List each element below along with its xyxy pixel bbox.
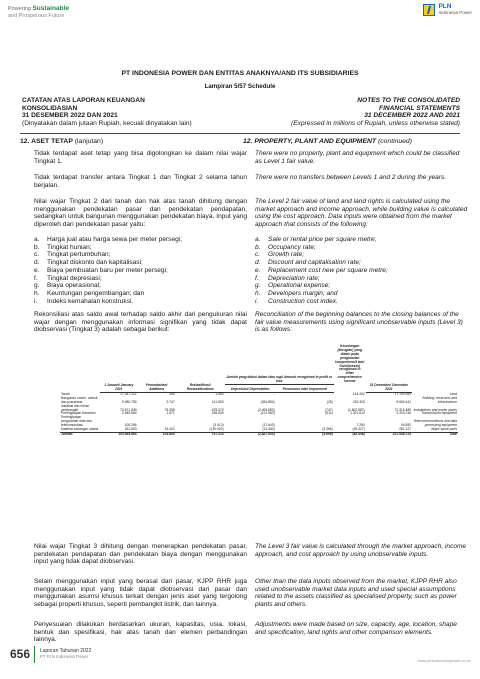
header-divider — [20, 133, 460, 134]
schedule-label: Lampiran 5/57 Schedule — [204, 83, 276, 90]
table-cell: 315.303 — [352, 399, 365, 404]
list-item: i. Construction cost index. — [255, 297, 338, 305]
table-cell: Material cadangan utama — [61, 427, 99, 432]
table-cell: 4.303.216 — [396, 411, 411, 416]
pln-logo: PLN Indonesia Power — [423, 4, 472, 16]
table-cell: 144.402 — [352, 391, 365, 396]
table-cell: 2.945.884 — [121, 411, 137, 416]
table-cell: (62.446) — [334, 432, 366, 436]
paragraph-1-id: Tidak terdapat aset tetap yang bisa digolongkan ke dalam nilai wajar Tingkat 1. — [34, 150, 247, 165]
table-cell: (2.409.583) — [257, 407, 275, 412]
footer-url: www.plnindonesiapower.co.id — [417, 658, 470, 663]
reconciliation-table — [60, 345, 458, 437]
table-cell: (17.643) — [262, 423, 275, 428]
header-left: CATATAN ATAS LAPORAN KEUANGAN KONSOLIDASIAN 31 DESEMBER 2022 DAN 2021 (Dinyatakan dalam jutaan Rupiah, kecuali dinyatakan lain) — [22, 97, 192, 127]
paragraph-4-en: Reconciliation of the beginning balances to the closing balances of the fair value measurements using significant unobservable inputs (Level 3) is as follows: — [255, 311, 463, 334]
table-cell: (911) — [325, 411, 333, 416]
list-item: b. Tingkat hunian; — [34, 243, 92, 251]
footer-title: Laporan Tahunan 2022 PT PLN Indonesia Power — [40, 648, 92, 659]
table-cell: 78.398 — [164, 407, 175, 412]
list-item: g. Biaya operasional; — [34, 282, 101, 290]
list-item: e. Replacement cost new per square metre; — [255, 266, 388, 274]
paragraph-7-en: Adjustments were made based on size, capacity, age, location, shape and specification, land rights and other comparison elements. — [255, 621, 457, 636]
header-right: NOTES TO THE CONSOLIDATED FINANCIAL STATEMENTS 31 DECEMBER 2022 AND 2021 (Expressed in millions of Rupiah, unless otherwise stated) — [291, 97, 460, 127]
paragraph-1-en: There were no property, plant and equipment which could be classified as Level 1 fair value. — [255, 150, 460, 165]
table-cell: 1.960 — [215, 391, 224, 396]
table-cell: Bangunan umum, waduk dan prasarana — [61, 395, 98, 404]
table-cell: Telecommunications and data processing equipment — [413, 419, 457, 428]
table-cell: 747.213 — [176, 432, 225, 436]
table-cell: Building, reservoirs and infrastructure — [422, 395, 457, 404]
table-header-cell: Reklasifikasi/ Reclassifications — [176, 384, 225, 392]
footer-divider — [34, 646, 35, 663]
list-item: h. Developers margin; and — [255, 289, 338, 297]
table-cell: (264.854) — [260, 399, 275, 404]
section-title-id: 12. ASET TETAP (lanjutan) — [20, 138, 104, 145]
table-cell: Jumlah — [60, 432, 100, 436]
table-cell: - — [331, 391, 333, 396]
page-number: 656 — [10, 647, 31, 661]
table-cell: (747) — [325, 407, 333, 412]
pln-logo-icon — [423, 4, 435, 16]
paragraph-4-id: Rekonsiliasi atas saldo awal terhadap saldo akhir dari pengukuran nilai wajar dengan menggunakan informasi signifikan yang tidak dapat diobservasi (Tingkat 3) adalah sebagai berikut: — [34, 311, 247, 334]
table-cell: (121.960) — [260, 411, 275, 416]
table-cell: Major spare parts — [431, 427, 457, 432]
input-list-id — [34, 236, 247, 305]
list-item: f. Depreciation rate; — [255, 274, 320, 282]
list-item: f. Tingkat depresiasi; — [34, 274, 102, 282]
table-cell: 431.803 — [100, 428, 138, 432]
list-item: d. Tingkat diskonto dan kapitalisasi; — [34, 259, 143, 267]
table-row — [60, 432, 458, 436]
paragraph-7-id: Penyesuaian dilakukan berdasarkan ukuran, kapasitas, usia, lokasi, bentuk dan spesifikasi, hak atas tanah dan elemen perbandingan lainnya. — [34, 621, 247, 644]
table-cell: 1.871 — [166, 411, 175, 416]
table-cell: 94.892 — [400, 423, 411, 428]
input-list-en — [255, 236, 468, 305]
paragraph-5-id: Nilai wajar Tingkat 3 dihitung dengan menerapkan pendekatan pasar, pendekatan pendapatan dan pendekatan biaya dengan menggunakan input yang tidak dapat diobservasi. — [34, 543, 247, 566]
paragraph-6-en: Other than the data inputs observed from the market, KJPP RHR also used unobservable market data inputs and used special assumptions related to the assets classified as specialised property, such as power plants and others. — [255, 578, 457, 609]
table-cell: 17.047.312 — [120, 391, 137, 396]
paragraph-3-id: Nilai wajar Tingkat 2 dari tanah dan hak atas tanah dihitung dengan menggunakan pendekatan pasar dan pendekatan pendapatan, sedangkan untuk bangunan menggunakan pendekatan biaya. Input yang diperoleh dari pendekatan pasar yaitu: — [34, 198, 247, 229]
table-cell: 72.315.489 — [394, 407, 411, 412]
paragraph-6-id: Selain menggunakan input yang berasal dari pasar, KJPP RHR juga menggunakan input yang tidak dapat diobservasi dari pasar dan menggunakan asumsi khusus terkait dengan jenis aset yang tergolong sebagai properti khusus, seperti pembangkit listrik, dan lainnya. — [34, 578, 247, 609]
table-cell: 109.266 — [124, 423, 137, 428]
section-title-en: 12. PROPERTY, PLANT AND EQUIPMENT (continued) — [243, 138, 412, 145]
table-cell: Installations and power plants — [413, 407, 457, 412]
list-item: i. Indeks kemahalan konstruksi. — [34, 297, 134, 305]
table-cell: Transmission equipment — [421, 411, 457, 416]
table-cell: Instalasi dan mesin pembangkit — [61, 403, 90, 412]
table-header-cell: Depresiasi/ Depreciation — [225, 384, 276, 392]
table-cell: - — [331, 423, 333, 428]
table-cell: (1.802.587) — [347, 407, 365, 412]
table-cell: 1.321.610 — [350, 411, 365, 416]
brand-tagline: Powering Sustainable and Prosperous Future — [8, 5, 69, 19]
table-cell: (25) — [326, 399, 333, 404]
table-cell: - — [273, 391, 275, 396]
table-cell: Land — [449, 391, 457, 396]
list-item: c. Tingkat pertumbuhan; — [34, 251, 111, 259]
list-item: a. Harga jual atau harga sewa per meter persegi; — [34, 236, 183, 243]
table-header-cell: 31 Desember/ December 2021 — [366, 384, 412, 392]
table-header-pl: Jumlah yang diakui dalam laba rugi/ Amount recognised in profit or loss — [225, 345, 334, 384]
table-cell: 16.402 — [138, 428, 176, 432]
list-item: c. Growth rate; — [255, 251, 305, 259]
table-header-cell: 1 Januari/ January 2021 — [100, 384, 138, 392]
table-cell: (5.659) — [276, 432, 334, 436]
table-header-cell: Penambahan/ Additions — [138, 384, 176, 392]
table-cell: 7.260 — [356, 423, 365, 428]
table-cell: 17.193.959 — [394, 391, 411, 396]
table-cell: 156.839 — [211, 411, 224, 416]
table-cell: Total — [412, 432, 458, 436]
table-cell: (49.327) — [334, 428, 366, 432]
company-title: PT INDONESIA POWER DAN ENTITAS ANAKNYA/AND ITS SUBSIDIARIES — [121, 70, 359, 77]
table-cell: 9.660.441 — [396, 399, 411, 404]
table-cell: 265 — [169, 391, 175, 396]
list-item: h. Keuntungan pengembangan; dan — [34, 289, 145, 297]
table-cell: 9.080.759 — [121, 399, 137, 404]
table-cell: 251.127 — [366, 428, 412, 432]
table-header-oci: Keuntungan (kerugian) yang diakui pada penghasilan komprehensif lain/ Gain/(losses) recognised in other comprehensive income — [335, 344, 365, 384]
table-cell: 70.671.839 — [120, 407, 137, 412]
table-header-cell: Penurunan nilai/ Impairment — [276, 384, 334, 392]
table-cell: (130.902) — [176, 428, 225, 432]
list-item: d. Discount and capitalisation rate; — [255, 259, 361, 267]
list-item: g. Operational expense; — [255, 282, 331, 290]
table-cell: 678.579 — [211, 407, 224, 412]
table-cell: 141.553 — [211, 399, 224, 404]
paragraph-2-en: There were no transfers between Levels 1 and 2 during the years. — [255, 174, 447, 181]
list-item: a. Sale or rental price per square metre; — [255, 236, 377, 243]
paragraph-5-en: The Level 3 fair value is calculated through the market approach, income approach, and cost approach by using unobservable inputs. — [255, 543, 467, 558]
table-cell: Tanah — [61, 391, 70, 396]
paragraph-2-id: Tidak terdapat transfer antara Tingkat 1 dan Tingkat 2 selama tahun berjalan. — [34, 174, 247, 189]
table-cell: (3.413) — [213, 423, 224, 428]
table-cell: 103.853 — [138, 432, 176, 436]
table-cell: (13.483) — [225, 428, 276, 432]
list-item: e. Biaya pembuatan baru per meter persegi; — [34, 266, 168, 274]
table-cell: 101.548.723 — [366, 432, 412, 436]
table-cell: 103.093.863 — [100, 432, 138, 436]
paragraph-3-en: The Level 2 fair value of land and land rights is calculated using the market approach and income approach, while building value is calculated using the cost approach. Data inputs were obtained from the market approach that consists of the following: — [255, 198, 468, 229]
table-row — [60, 397, 458, 405]
table-cell: Perlengkapan pengolahan data dan telekomunikasi — [61, 415, 92, 428]
table-cell: Perlengkapan transmisi — [61, 411, 96, 416]
table-cell: - — [173, 423, 175, 428]
table-cell: (3.366) — [276, 428, 334, 432]
list-item: b. Occupancy rate; — [255, 243, 316, 251]
table-cell: (2.827.923) — [225, 432, 276, 436]
table-cell: 9.747 — [166, 399, 175, 404]
